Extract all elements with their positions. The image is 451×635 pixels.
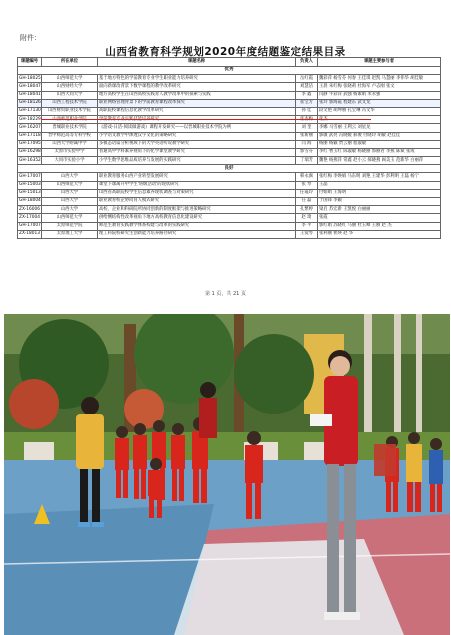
leader-cell: 张 琴 (296, 181, 318, 189)
members-cell: 付娟娟 王海明 (318, 189, 441, 197)
unit-cell: 山西师范职业学院 (42, 116, 98, 124)
leader-cell: 刘 奎 (296, 124, 318, 132)
paper-sheets (310, 414, 332, 426)
highlight-underline (41, 119, 371, 120)
leader-cell: 张杏梅 (296, 116, 318, 124)
unit-cell: 大同市实验小学 (42, 157, 98, 165)
members-cell: 魏彩萍 杨雪芬 何春 王佳琪 赵凯 马慧丽 李伟华 胡佳敏 (318, 75, 441, 83)
topic-cell: 供给侧结构性改革视角下地方高校教育信息化建设研究 (98, 214, 296, 222)
project-id-cell: GH-16352 (18, 157, 42, 165)
members-cell: 郭敏 武亮 冯晓媛 郝俊 付晓玲 胡敏 赵佳佳 (318, 132, 441, 140)
project-id-cell: GH-17118 (18, 132, 42, 140)
section-label: 优秀 (18, 67, 441, 75)
table-row (18, 198, 441, 206)
members-cell: 杨丽 杨颖 贾云丽 程淑敏 (318, 140, 441, 148)
column-header: 课题名称 (98, 58, 296, 67)
members-cell: 李娜 马雪丽 王利云 刘星龙 (318, 124, 441, 132)
topic-cell: 基于地方特色的学前教育专业学生职业能力培养研究 (98, 75, 296, 83)
leader-cell: 李 平 (296, 222, 318, 230)
topic-cell: 高职院校课程信息化教学改革研究 (98, 107, 296, 115)
topic-cell: 面向新课改背景下数学课程的教学改革研究 (98, 83, 296, 91)
unit-cell: 晋中师范高等专科学校 (42, 132, 98, 140)
unit-cell: 山西大学 (42, 189, 98, 197)
project-id-cell: GH-17007 (18, 173, 42, 181)
table-row (18, 132, 441, 140)
members-cell: 张杰 (318, 116, 441, 124)
unit-cell: 山西财贸职业技术学院 (42, 107, 98, 115)
leader-cell: 孙 佳 (296, 107, 318, 115)
unit-cell: 太原市实验中学 (42, 148, 98, 156)
topic-cell: 《游戏-日活-阅读做游戏》课程开发研究——以晋城职业技术学院为例 (98, 124, 296, 132)
leader-cell: 岳红霞 (296, 75, 318, 83)
table-row (18, 157, 441, 165)
project-id-cell: GH-17130 (18, 107, 42, 115)
unit-cell: 山西财经大学 (42, 83, 98, 91)
project-id-cell: ZX-18013 (18, 230, 42, 238)
column-header: 负责人 (296, 58, 318, 67)
table-row (18, 116, 441, 124)
leader-cell: 闫 海 (296, 140, 318, 148)
topic-cell: 小学生数学思维品质培养与发展的实践研究 (98, 157, 296, 165)
unit-cell: 山西大学 (42, 173, 98, 181)
topic-cell: 职业网络管理背景下的学前教育课程改革探究 (98, 99, 296, 107)
table-row (18, 148, 441, 156)
topic-cell: 课堂下课离开中学生'班级活动'的现状研究 (98, 181, 296, 189)
members-cell: 张红梅 李焕娟 马东明 刘艳 王建华 彭利明 王磊 杨宁 (318, 173, 441, 181)
table-row (18, 230, 441, 238)
topic-cell: 师范生教育实践教学体系构建与改革的实践研究 (98, 222, 296, 230)
table-row (18, 83, 441, 91)
section-row (18, 165, 441, 173)
project-id-cell: GH-17007 (18, 222, 42, 230)
members-cell: 段文艳 胡坤丽 孔宝琳 冯文华 (318, 107, 441, 115)
activity-photo (4, 314, 450, 635)
results-table (17, 57, 441, 239)
topic-cell: 小学语文教学中渗透汉字文化的策略研究 (98, 132, 296, 140)
leader-cell: 任霞玲 (296, 189, 318, 197)
members-cell: 于国锋 李颖 (318, 198, 441, 206)
members-cell: 张利丽 侯瑛 赵 华 (318, 230, 441, 238)
document-title: 山西省教育科学规划2020年度结题鉴定结果目录 (105, 46, 346, 58)
table-row (18, 173, 441, 181)
topic-cell: 理工科院校研究生创新能力培养路径研究 (98, 230, 296, 238)
project-id-cell: GH-18041 (18, 91, 42, 99)
leader-cell: 赵 琦 (296, 214, 318, 222)
column-header: 课题编号 (18, 58, 42, 67)
red-bin (374, 444, 396, 476)
members-cell: 李红 曹玉红 陈淑敏 杨晓丽 郭丽君 李燕 陈斌 张成 (318, 148, 441, 156)
topic-cell: 多模态语篇分析视域下的大学英语听说教学研究 (98, 140, 296, 148)
leader-cell: 王爱琴 (296, 230, 318, 238)
section-label: 良好 (18, 165, 441, 173)
topic-cell: 高校、企业和科研院所协同创新的制度框架与推进策略研究 (98, 206, 296, 214)
table-row (18, 99, 441, 107)
leader-cell: 崔宝芳 (296, 99, 318, 107)
unit-cell: 山西师范大学 (42, 75, 98, 83)
project-id-cell: GH-18126 (18, 99, 42, 107)
leader-cell: 刘慧洁 (296, 83, 318, 91)
unit-cell: 山西大同大学 (42, 91, 98, 99)
leader-cell: 丁瑞芳 (296, 157, 318, 165)
unit-cell: 山西大学附属中学 (42, 140, 98, 148)
members-cell: 魏艳 杨燕萍 常鑫 赵小云 郝晓燕 阎美玉 范新华 白丽萍 (318, 157, 441, 165)
topic-cell: 职业教育校企协同育人模式研究 (98, 198, 296, 206)
members-cell: 王晨 朱红梅 张晓莉 杜海军 卢志刚 张文 (318, 83, 441, 91)
members-cell: 王晶 (318, 181, 441, 189)
unit-cell: 山西工程技术学院 (42, 99, 98, 107)
table-header-row (18, 58, 441, 67)
attachment-label: 附件： (20, 34, 41, 42)
project-id-cell: GH-16298 (18, 148, 42, 156)
table-row (18, 124, 441, 132)
unit-cell: 山西大学 (42, 206, 98, 214)
table-row (18, 189, 441, 197)
members-cell: 郭红娟 苏晓红 马丽 杜玉峰 王丽 赵 杰 (318, 222, 441, 230)
project-id-cell: GH-18025 (18, 75, 42, 83)
unit-cell: 山西师范大学 (42, 214, 98, 222)
project-id-cell: GH-18229 (18, 116, 42, 124)
page-footer: 第 1 页，共 21 页 (205, 291, 246, 297)
topic-cell: 学前教育专业实践技能培养研究 (98, 116, 296, 124)
topic-cell: 普通高中学科素养视角下的化学课堂教学研究 (98, 148, 296, 156)
table-row (18, 214, 441, 222)
project-id-cell: GH-17095 (18, 140, 42, 148)
column-header: 课题主要参与者 (318, 58, 441, 67)
leader-cell: 韩永旗 (296, 173, 318, 181)
column-header: 所在单位 (42, 58, 98, 67)
result-document (0, 0, 451, 310)
leader-cell: 郭雪芬 (296, 148, 318, 156)
project-id-cell: GH-18004 (18, 198, 42, 206)
members-cell: 张霞 (318, 214, 441, 222)
unit-cell: 太原师范学院 (42, 222, 98, 230)
table-row (18, 75, 441, 83)
table-row (18, 206, 441, 214)
table-row (18, 107, 441, 115)
topic-cell: 山西省高职院校学生信息素养现状调查与对策研究 (98, 189, 296, 197)
photo-illustration (4, 314, 450, 635)
topic-cell: 地方高校学生在山西高校实践育人教学改革中的探索与实践 (98, 91, 296, 99)
unit-cell: 山西师范大学 (42, 181, 98, 189)
unit-cell: 山西大学 (42, 198, 98, 206)
leader-cell: 李 鑫 (296, 91, 318, 99)
leader-cell: 任 磊 (296, 198, 318, 206)
section-row (18, 67, 441, 75)
project-id-cell: GH-18047 (18, 83, 42, 91)
members-cell: 梁启 苏宏新 王凯悦 白丽丽 (318, 206, 441, 214)
leader-cell: 张新丽 (296, 132, 318, 140)
project-id-cell: GH-16207 (18, 124, 42, 132)
table-row (18, 140, 441, 148)
members-cell: 张玲 郭海霞 程建东 武文龙 (318, 99, 441, 107)
older-child-figure (199, 382, 217, 438)
members-cell: 闫静 牛彩萍 武强 杨素娟 米永强 (318, 91, 441, 99)
unit-cell: 晋城职业技术学院 (42, 124, 98, 132)
project-id-cell: GH-15013 (18, 189, 42, 197)
project-id-cell: ZX-17004 (18, 214, 42, 222)
table-row (18, 222, 441, 230)
table-row (18, 91, 441, 99)
table-row (18, 181, 441, 189)
project-id-cell: GH-15003 (18, 181, 42, 189)
topic-cell: 职业教育服务山西产业转型发展研究 (98, 173, 296, 181)
project-id-cell: ZX-16006 (18, 206, 42, 214)
leader-cell: 孔繁婷 (296, 206, 318, 214)
unit-cell: 太原理工大学 (42, 230, 98, 238)
